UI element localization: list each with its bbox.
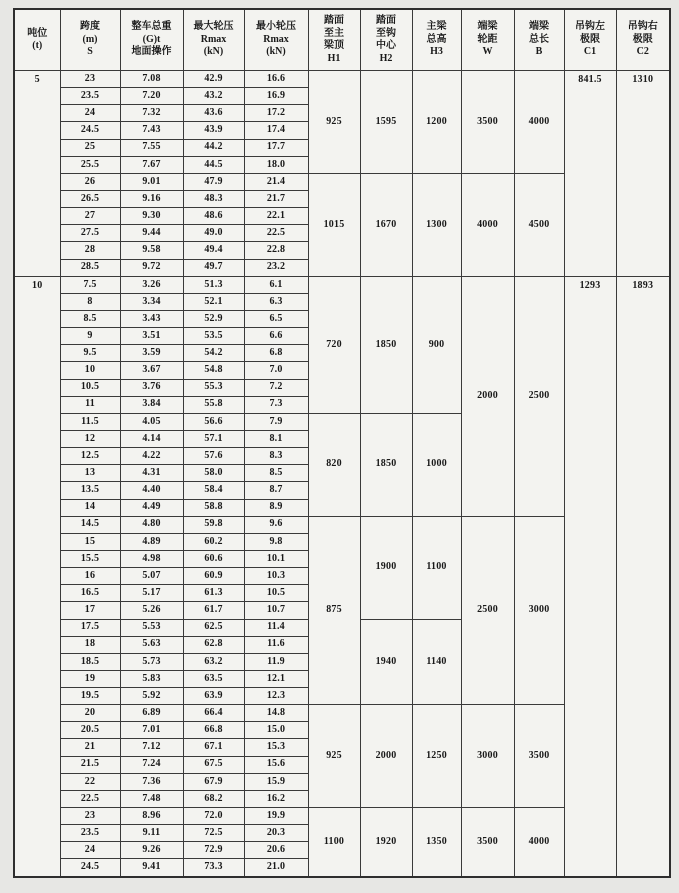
cell-h3: 1100 [412, 516, 461, 619]
cell-weight: 3.34 [120, 293, 183, 310]
cell-weight: 3.43 [120, 310, 183, 327]
table-row [14, 276, 670, 293]
cell-weight: 7.01 [120, 722, 183, 739]
cell-rmax: 67.9 [183, 773, 244, 790]
cell-weight: 4.14 [120, 430, 183, 447]
cell-span: 23 [60, 71, 120, 88]
header-line: 主梁 [426, 21, 447, 33]
cell-rmax: 42.9 [183, 71, 244, 88]
cell-weight: 5.92 [120, 688, 183, 705]
cell-rmin: 21.7 [244, 190, 308, 207]
cell-rmin: 7.0 [244, 362, 308, 379]
cell-span: 18 [60, 636, 120, 653]
cell-h1: 925 [308, 71, 360, 174]
cell-weight: 4.80 [120, 516, 183, 533]
cell-rmax: 66.8 [183, 722, 244, 739]
cell-c1: 1293 [564, 276, 616, 876]
cell-weight: 7.12 [120, 739, 183, 756]
scanned-page [13, 8, 671, 878]
cell-span: 19 [60, 670, 120, 687]
cell-rmax: 54.2 [183, 345, 244, 362]
cell-span: 12 [60, 430, 120, 447]
cell-span: 21.5 [60, 756, 120, 773]
header-line: (kN) [266, 46, 286, 58]
cell-rmin: 6.5 [244, 310, 308, 327]
cell-weight: 7.20 [120, 88, 183, 105]
header-line: 最大轮压 [193, 21, 234, 33]
header-cell-weight [120, 9, 183, 71]
cell-span: 11.5 [60, 413, 120, 430]
header-cell-rmin [244, 9, 308, 71]
cell-h2: 1595 [360, 71, 412, 174]
cell-rmax: 72.5 [183, 825, 244, 842]
cell-weight: 4.22 [120, 448, 183, 465]
header-line: 端梁 [477, 21, 498, 33]
cell-span: 8.5 [60, 310, 120, 327]
cell-rmax: 49.7 [183, 259, 244, 276]
cell-w: 3000 [461, 705, 514, 808]
cell-rmax: 52.1 [183, 293, 244, 310]
cell-rmax: 73.3 [183, 859, 244, 877]
cell-weight: 3.76 [120, 379, 183, 396]
header-cell-rmax [183, 9, 244, 71]
cell-weight: 7.36 [120, 773, 183, 790]
header-line: (m) [82, 33, 98, 45]
cell-rmax: 48.6 [183, 208, 244, 225]
cell-rmin: 7.3 [244, 396, 308, 413]
cell-span: 15 [60, 533, 120, 550]
header-cell-b [514, 9, 564, 71]
cell-weight: 4.05 [120, 413, 183, 430]
cell-h1: 925 [308, 705, 360, 808]
header-line: H3 [430, 46, 443, 58]
header-line: 梁顶 [324, 40, 344, 51]
cell-rmax: 61.7 [183, 602, 244, 619]
cell-b: 4500 [514, 173, 564, 276]
cell-rmax: 44.2 [183, 139, 244, 156]
cell-rmin: 15.9 [244, 773, 308, 790]
cell-span: 25.5 [60, 156, 120, 173]
cell-h2: 1850 [360, 413, 412, 516]
header-line: 端梁 [529, 21, 549, 33]
cell-rmin: 6.6 [244, 328, 308, 345]
cell-span: 16 [60, 568, 120, 585]
header-line: S [87, 46, 93, 58]
cell-rmin: 6.1 [244, 276, 308, 293]
cell-w: 3500 [461, 71, 514, 174]
cell-h2: 1940 [360, 619, 412, 705]
cell-rmin: 9.8 [244, 533, 308, 550]
cell-rmin: 8.7 [244, 482, 308, 499]
cell-span: 23 [60, 808, 120, 825]
cell-b: 3500 [514, 705, 564, 808]
cell-h2: 1920 [360, 808, 412, 877]
cell-b: 4000 [514, 808, 564, 877]
header-line: 最小轮压 [256, 21, 296, 33]
cell-rmax: 63.2 [183, 653, 244, 670]
cell-span: 26.5 [60, 190, 120, 207]
cell-rmax: 49.0 [183, 225, 244, 242]
cell-rmax: 47.9 [183, 173, 244, 190]
header-line: C2 [636, 46, 649, 58]
cell-rmax: 43.9 [183, 122, 244, 139]
cell-weight: 9.58 [120, 242, 183, 259]
cell-span: 18.5 [60, 653, 120, 670]
cell-span: 24 [60, 842, 120, 859]
cell-rmax: 53.5 [183, 328, 244, 345]
cell-rmax: 57.6 [183, 448, 244, 465]
cell-rmin: 17.2 [244, 105, 308, 122]
cell-span: 10 [60, 362, 120, 379]
cell-c2: 1310 [616, 71, 670, 277]
cell-rmin: 18.0 [244, 156, 308, 173]
cell-rmax: 58.8 [183, 499, 244, 516]
cell-span: 8 [60, 293, 120, 310]
cell-rmax: 58.4 [183, 482, 244, 499]
cell-span: 24 [60, 105, 120, 122]
cell-span: 22.5 [60, 790, 120, 807]
header-line: 吊钩左 [575, 21, 605, 33]
header-line: 总长 [529, 33, 549, 45]
cell-rmin: 16.9 [244, 88, 308, 105]
header-cell-h3 [412, 9, 461, 71]
cell-rmin: 23.2 [244, 259, 308, 276]
cell-weight: 9.72 [120, 259, 183, 276]
cell-weight: 4.98 [120, 550, 183, 567]
cell-span: 20 [60, 705, 120, 722]
cell-weight: 7.55 [120, 139, 183, 156]
cell-span: 11 [60, 396, 120, 413]
cell-weight: 3.59 [120, 345, 183, 362]
header-line: Rmax [200, 33, 227, 45]
cell-h2: 1900 [360, 516, 412, 619]
cell-rmin: 10.3 [244, 568, 308, 585]
header-cell-span [60, 9, 120, 71]
cell-rmin: 11.4 [244, 619, 308, 636]
header-line: (G)t [142, 33, 161, 45]
header-row [14, 9, 670, 71]
cell-rmax: 62.8 [183, 636, 244, 653]
header-line: B [535, 46, 543, 58]
cell-weight: 8.96 [120, 808, 183, 825]
cell-weight: 6.89 [120, 705, 183, 722]
cell-span: 28 [60, 242, 120, 259]
cell-rmin: 22.1 [244, 208, 308, 225]
cell-rmin: 12.1 [244, 670, 308, 687]
header-line: (t) [32, 40, 43, 51]
header-cell-tonnage [14, 9, 60, 71]
cell-weight: 9.26 [120, 842, 183, 859]
cell-rmax: 55.3 [183, 379, 244, 396]
cell-rmin: 8.3 [244, 448, 308, 465]
cell-span: 10.5 [60, 379, 120, 396]
header-cell-h1 [308, 9, 360, 71]
cell-h3: 1300 [412, 173, 461, 276]
table-row [14, 71, 670, 88]
cell-weight: 5.53 [120, 619, 183, 636]
cell-weight: 5.83 [120, 670, 183, 687]
cell-weight: 5.07 [120, 568, 183, 585]
cell-rmin: 16.2 [244, 790, 308, 807]
cell-weight: 3.84 [120, 396, 183, 413]
cell-weight: 4.40 [120, 482, 183, 499]
cell-rmin: 14.8 [244, 705, 308, 722]
cell-weight: 5.17 [120, 585, 183, 602]
header-line: 整车总重 [131, 21, 172, 33]
cell-span: 22 [60, 773, 120, 790]
header-cell-w [461, 9, 514, 71]
cell-rmax: 59.8 [183, 516, 244, 533]
cell-span: 21 [60, 739, 120, 756]
cell-rmax: 63.9 [183, 688, 244, 705]
cell-rmin: 6.8 [244, 345, 308, 362]
header-line: 至钩 [376, 27, 396, 39]
cell-rmin: 6.3 [244, 293, 308, 310]
cell-weight: 7.67 [120, 156, 183, 173]
cell-rmax: 63.5 [183, 670, 244, 687]
cell-rmin: 21.4 [244, 173, 308, 190]
cell-h3: 1000 [412, 413, 461, 516]
cell-rmax: 58.0 [183, 465, 244, 482]
header-cell-c2 [616, 9, 670, 71]
header-line: 极限 [632, 33, 653, 45]
cell-rmin: 8.1 [244, 430, 308, 447]
cell-rmin: 20.3 [244, 825, 308, 842]
cell-rmax: 61.3 [183, 585, 244, 602]
cell-span: 24.5 [60, 859, 120, 877]
cell-span: 13.5 [60, 482, 120, 499]
cell-rmin: 22.8 [244, 242, 308, 259]
cell-h3: 900 [412, 276, 461, 413]
cell-span: 17 [60, 602, 120, 619]
cell-span: 17.5 [60, 619, 120, 636]
cell-span: 15.5 [60, 550, 120, 567]
cell-h3: 1140 [412, 619, 461, 705]
header-line: 吊钩右 [627, 21, 658, 33]
cell-span: 9 [60, 328, 120, 345]
cell-weight: 4.31 [120, 465, 183, 482]
cell-rmax: 56.6 [183, 413, 244, 430]
cell-h1: 1015 [308, 173, 360, 276]
cell-rmax: 55.8 [183, 396, 244, 413]
cell-h3: 1200 [412, 71, 461, 174]
cell-rmax: 48.3 [183, 190, 244, 207]
cell-rmax: 49.4 [183, 242, 244, 259]
cell-weight: 3.67 [120, 362, 183, 379]
header-line: 极限 [580, 33, 600, 45]
cell-weight: 7.08 [120, 71, 183, 88]
cell-rmin: 8.5 [244, 465, 308, 482]
cell-rmin: 17.7 [244, 139, 308, 156]
cell-w: 3500 [461, 808, 514, 877]
header-line: 跨度 [80, 21, 100, 33]
cell-rmax: 43.2 [183, 88, 244, 105]
cell-rmin: 10.5 [244, 585, 308, 602]
cell-rmin: 7.2 [244, 379, 308, 396]
header-line: 至主 [324, 27, 344, 39]
header-line: C1 [583, 46, 597, 58]
header-line: W [482, 46, 493, 58]
cell-span: 20.5 [60, 722, 120, 739]
header-line: 踏面 [376, 15, 396, 26]
cell-rmin: 15.6 [244, 756, 308, 773]
cell-rmax: 44.5 [183, 156, 244, 173]
cell-weight: 9.41 [120, 859, 183, 877]
cell-rmax: 62.5 [183, 619, 244, 636]
header-line: 吨位 [27, 27, 48, 39]
header-line: 总高 [426, 33, 447, 45]
cell-rmin: 17.4 [244, 122, 308, 139]
cell-weight: 5.63 [120, 636, 183, 653]
cell-weight: 3.51 [120, 328, 183, 345]
cell-rmin: 10.1 [244, 550, 308, 567]
cell-rmin: 10.7 [244, 602, 308, 619]
cell-h2: 2000 [360, 705, 412, 808]
cell-span: 23.5 [60, 825, 120, 842]
cell-weight: 7.43 [120, 122, 183, 139]
cell-rmin: 22.5 [244, 225, 308, 242]
cell-b: 4000 [514, 71, 564, 174]
cell-weight: 7.48 [120, 790, 183, 807]
cell-rmax: 72.0 [183, 808, 244, 825]
header-cell-h2 [360, 9, 412, 71]
cell-weight: 3.26 [120, 276, 183, 293]
cell-span: 13 [60, 465, 120, 482]
cell-h1: 875 [308, 516, 360, 705]
cell-span: 9.5 [60, 345, 120, 362]
cell-h1: 720 [308, 276, 360, 413]
cell-rmin: 11.9 [244, 653, 308, 670]
cell-span: 27 [60, 208, 120, 225]
cell-weight: 4.49 [120, 499, 183, 516]
cell-h2: 1850 [360, 276, 412, 413]
cell-rmin: 9.6 [244, 516, 308, 533]
cell-span: 19.5 [60, 688, 120, 705]
cell-weight: 9.11 [120, 825, 183, 842]
cell-rmin: 8.9 [244, 499, 308, 516]
cell-rmax: 43.6 [183, 105, 244, 122]
crane-spec-table [13, 8, 671, 878]
cell-rmin: 11.6 [244, 636, 308, 653]
header-line: Rmax [263, 33, 289, 45]
cell-rmin: 15.0 [244, 722, 308, 739]
cell-rmin: 20.6 [244, 842, 308, 859]
cell-rmax: 54.8 [183, 362, 244, 379]
cell-rmax: 72.9 [183, 842, 244, 859]
cell-weight: 5.26 [120, 602, 183, 619]
header-line: H2 [379, 52, 393, 64]
header-line: 地面操作 [131, 46, 172, 58]
cell-weight: 9.30 [120, 208, 183, 225]
cell-span: 7.5 [60, 276, 120, 293]
cell-b: 3000 [514, 516, 564, 705]
cell-span: 12.5 [60, 448, 120, 465]
cell-h1: 820 [308, 413, 360, 516]
cell-h3: 1350 [412, 808, 461, 877]
cell-span: 26 [60, 173, 120, 190]
cell-h1: 1100 [308, 808, 360, 877]
cell-weight: 9.01 [120, 173, 183, 190]
cell-span: 14 [60, 499, 120, 516]
cell-tonnage-5: 5 [14, 71, 60, 277]
cell-span: 23.5 [60, 88, 120, 105]
cell-rmax: 60.9 [183, 568, 244, 585]
cell-rmin: 19.9 [244, 808, 308, 825]
cell-rmin: 16.6 [244, 71, 308, 88]
cell-rmax: 68.2 [183, 790, 244, 807]
header-line: 轮距 [477, 33, 498, 45]
header-line: (kN) [203, 46, 224, 58]
cell-rmax: 67.5 [183, 756, 244, 773]
cell-span: 16.5 [60, 585, 120, 602]
cell-rmin: 12.3 [244, 688, 308, 705]
cell-c1: 841.5 [564, 71, 616, 277]
cell-rmax: 51.3 [183, 276, 244, 293]
cell-span: 27.5 [60, 225, 120, 242]
cell-w: 2000 [461, 276, 514, 516]
cell-weight: 9.44 [120, 225, 183, 242]
cell-h3: 1250 [412, 705, 461, 808]
cell-c2: 1893 [616, 276, 670, 876]
cell-h2: 1670 [360, 173, 412, 276]
cell-weight: 5.73 [120, 653, 183, 670]
header-line: H1 [327, 52, 341, 64]
cell-span: 24.5 [60, 122, 120, 139]
cell-rmax: 66.4 [183, 705, 244, 722]
cell-tonnage-10: 10 [14, 276, 60, 876]
header-line: 踏面 [324, 15, 344, 26]
cell-span: 14.5 [60, 516, 120, 533]
cell-b: 2500 [514, 276, 564, 516]
cell-rmax: 57.1 [183, 430, 244, 447]
cell-rmax: 60.2 [183, 533, 244, 550]
cell-w: 2500 [461, 516, 514, 705]
cell-rmax: 60.6 [183, 550, 244, 567]
cell-weight: 4.89 [120, 533, 183, 550]
cell-span: 25 [60, 139, 120, 156]
cell-rmin: 15.3 [244, 739, 308, 756]
cell-rmax: 67.1 [183, 739, 244, 756]
cell-weight: 7.32 [120, 105, 183, 122]
header-cell-c1 [564, 9, 616, 71]
cell-rmin: 7.9 [244, 413, 308, 430]
cell-span: 28.5 [60, 259, 120, 276]
header-line: 中心 [376, 40, 396, 51]
cell-weight: 9.16 [120, 190, 183, 207]
cell-rmax: 52.9 [183, 310, 244, 327]
cell-w: 4000 [461, 173, 514, 276]
cell-weight: 7.24 [120, 756, 183, 773]
cell-rmin: 21.0 [244, 859, 308, 877]
